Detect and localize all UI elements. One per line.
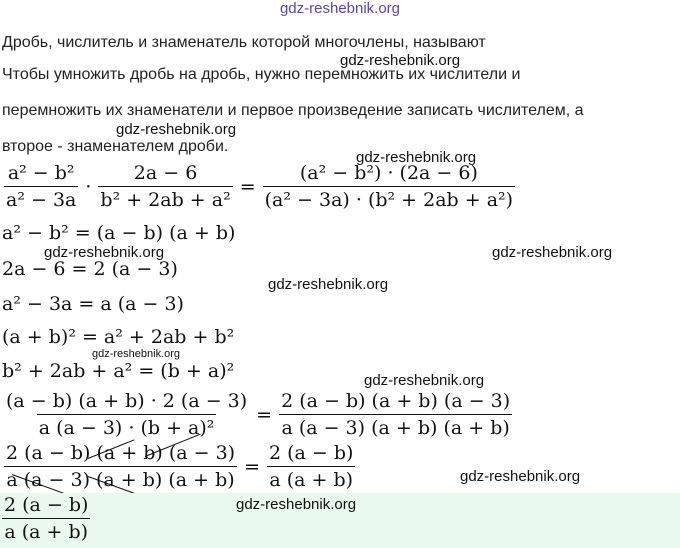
rule-text-line-2: перемножить их знаменатели и первое произведение записать числителем, а: [2, 102, 584, 119]
factor-line-5: b² + 2ab + a² = (b + a)²: [2, 360, 235, 382]
factor-line-2: 2a − 6 = 2 (a − 3): [2, 258, 178, 280]
fraction-denominator: a² − 3a: [4, 186, 78, 211]
rule-text-line-3: второе - знаменателем дроби.: [2, 138, 229, 155]
fraction-numerator: 2 (a − b) (a + b) (a − 3): [6, 442, 236, 464]
answer-fraction: [2, 494, 90, 543]
watermark: gdz-reshebnik.org: [364, 372, 485, 389]
fraction-denominator: a (a + b): [267, 466, 355, 491]
fraction-numerator: 2 (a − b) (a + b) (a − 3): [281, 390, 511, 412]
fraction-numerator: 2 (a − b): [4, 494, 89, 516]
factor-line-1: a² − b² = (a − b) (a + b): [2, 222, 236, 244]
site-header-link[interactable]: gdz-reshebnik.org: [279, 0, 401, 17]
fraction-denominator: a (a − 3) · (b + a)²: [37, 414, 217, 439]
fraction-2: [98, 162, 232, 211]
fraction-result: [263, 162, 515, 211]
fraction-right: [279, 390, 512, 439]
fraction-reduced: [267, 442, 355, 491]
fraction-denominator: a (a − 3) (a + b) (a + b): [4, 466, 236, 491]
fraction-left: [4, 390, 249, 439]
watermark: gdz-reshebnik.org: [356, 149, 477, 166]
factor-line-3: a² − 3a = a (a − 3): [2, 293, 184, 315]
fraction-numerator: a² − b²: [7, 162, 75, 184]
watermark: gdz-reshebnik.org: [116, 121, 237, 138]
fraction-numerator: 2a − 6: [133, 162, 198, 184]
fraction-numerator: (a − b) (a + b) · 2 (a − 3): [6, 390, 248, 412]
multiply-sign: ·: [85, 175, 92, 198]
equals-sign: =: [244, 455, 260, 478]
fraction-numerator: 2 (a − b): [269, 442, 354, 464]
equation-cancelled: [2, 442, 357, 491]
watermark: gdz-reshebnik.org: [92, 348, 181, 360]
equals-sign: =: [256, 403, 273, 426]
watermark: gdz-reshebnik.org: [460, 468, 581, 485]
fraction-denominator: a (a − 3) (a + b) (a + b): [279, 414, 511, 439]
definition-text: Дробь, числитель и знаменатель которой многочлены, называют: [2, 34, 486, 51]
fraction-numerator: (a² − b²) · (2a − 6): [299, 162, 478, 184]
watermark: gdz-reshebnik.org: [268, 276, 389, 293]
rule-text-line-1: Чтобы умножить дробь на дробь, нужно перемножить их числители и: [2, 66, 521, 83]
equation-product: [2, 162, 517, 211]
fraction-1: [4, 162, 78, 211]
watermark: gdz-reshebnik.org: [492, 244, 613, 261]
fraction-denominator: a (a + b): [2, 518, 90, 543]
factor-line-4: (a + b)² = a² + 2ab + b²: [2, 326, 235, 348]
watermark: gdz-reshebnik.org: [236, 496, 357, 513]
equals-sign: =: [239, 175, 256, 198]
watermark: gdz-reshebnik.org: [44, 244, 165, 261]
equation-substituted: [2, 390, 514, 439]
fraction-denominator: (a² − 3a) · (b² + 2ab + a²): [263, 186, 515, 211]
fraction-denominator: b² + 2ab + a²: [98, 186, 232, 211]
answer: [0, 494, 92, 543]
watermark: gdz-reshebnik.org: [340, 52, 461, 69]
